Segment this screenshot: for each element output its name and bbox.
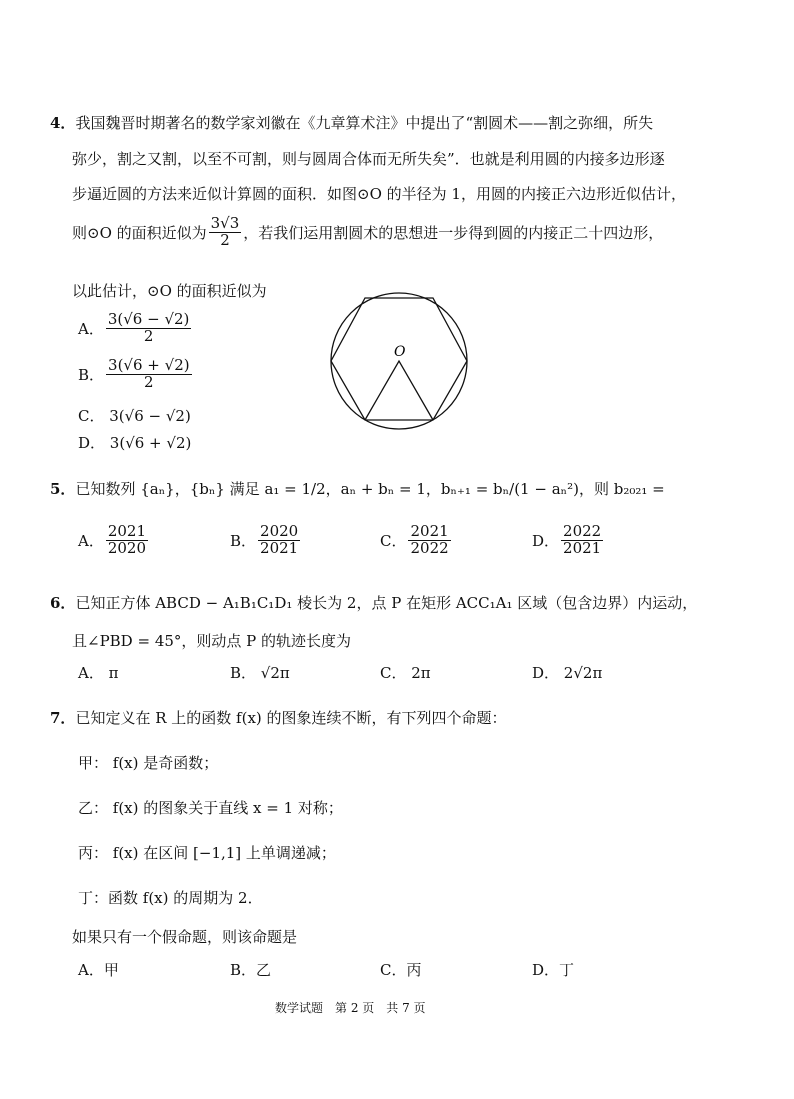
q7-prop-bing: 丙： f(x) 在区间 [−1,1] 上单调递减； — [78, 844, 336, 862]
q6-option-d[interactable]: D． 2√2π — [532, 664, 603, 682]
hexagon-area-fraction: $\frac{3√3}{2}$ — [210, 214, 240, 249]
q4-option-b[interactable]: B． $\frac{3(√6 + √2)}{2}$ — [78, 356, 190, 391]
q6-option-a[interactable]: A． π — [78, 664, 119, 682]
q5-number: 5． — [50, 480, 76, 498]
q4-number: 4． — [50, 114, 76, 132]
q7-option-c[interactable]: C．丙 — [380, 961, 422, 979]
q5-option-d[interactable]: D． $\frac{2022}{2021}$ — [532, 522, 602, 557]
q7-prop-yi: 乙： f(x) 的图象关于直线 x = 1 对称； — [78, 799, 343, 817]
inscribed-hexagon-figure — [325, 290, 475, 430]
q7-option-d[interactable]: D．丁 — [532, 961, 575, 979]
q4-line2: 弥少，割之又割，以至不可割，则与圆周合体而无所失矣”．也就是利用圆的内接多边形逐 — [72, 150, 665, 168]
page-footer: 数学试题 第 2 页 共 7 页 — [275, 1001, 426, 1015]
q7-stem: 7．已知定义在 R 上的函数 f(x) 的图象连续不断，有下列四个命题： — [50, 709, 507, 727]
center-triangle — [365, 361, 433, 420]
q7-prop-ding: 丁：函数 f(x) 的周期为 2． — [78, 889, 263, 907]
q6-option-b[interactable]: B． √2π — [230, 664, 290, 682]
q6-line2: 且∠PBD = 45°，则动点 P 的轨迹长度为 — [72, 632, 352, 650]
q6-number: 6． — [50, 594, 76, 612]
q7-prop-jia: 甲： f(x) 是奇函数； — [78, 754, 219, 772]
q4-line1: 4．我国魏晋时期著名的数学家刘徽在《九章算术注》中提出了“割圆术——割之弥细，所失 — [50, 114, 654, 132]
q4-line4: 则⊙O 的面积近似为 $\frac{3√3}{2}$ ，若我们运用割圆术的思想进一步得到圆的内接正二十四边形， — [72, 214, 664, 249]
q4-option-d[interactable]: D． 3(√6 + √2) — [78, 434, 192, 452]
q5-stem: 5．已知数列 {aₙ}，{bₙ} 满足 a₁ = 1/2，aₙ + bₙ = 1，bₙ₊₁ = bₙ/(1 − aₙ²)，则 b₂₀₂₁ = — [50, 480, 665, 498]
q4-option-a[interactable]: A． $\frac{3(√6 - √2)}{2}$ — [78, 310, 190, 345]
q7-number: 7． — [50, 709, 76, 727]
q5-option-a[interactable]: A． $\frac{2021}{2020}$ — [78, 522, 147, 557]
q7-option-b[interactable]: B．乙 — [230, 961, 272, 979]
q7-question: 如果只有一个假命题，则该命题是 — [72, 928, 298, 946]
center-label: O — [394, 344, 406, 360]
q7-option-a[interactable]: A．甲 — [78, 961, 119, 979]
q4-option-c[interactable]: C． 3(√6 − √2) — [78, 407, 191, 425]
q4-line5: 以此估计，⊙O 的面积近似为 — [72, 282, 267, 300]
q6-option-c[interactable]: C． 2π — [380, 664, 431, 682]
q6-line1: 6．已知正方体 ABCD − A₁B₁C₁D₁ 棱长为 2，点 P 在矩形 ACC₁A₁ 区域（包含边界）内运动， — [50, 594, 698, 612]
q4-line3: 步逼近圆的方法来近似计算圆的面积．如图⊙O 的半径为 1，用圆的内接正六边形近似估计， — [72, 185, 686, 203]
q5-option-c[interactable]: C． $\frac{2021}{2022}$ — [380, 522, 449, 557]
q5-option-b[interactable]: B． $\frac{2020}{2021}$ — [230, 522, 299, 557]
